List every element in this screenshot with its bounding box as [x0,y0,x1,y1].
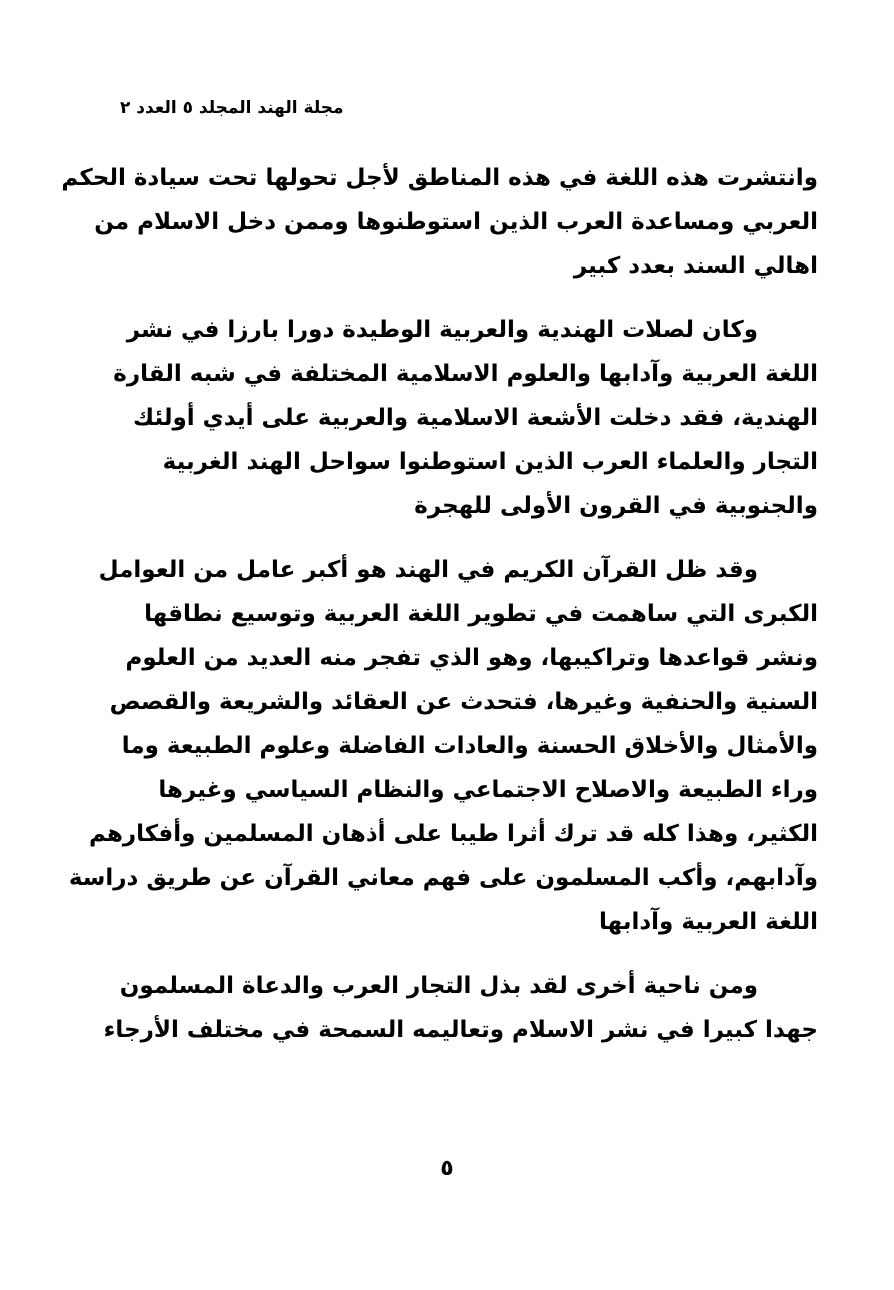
paragraph-3 [68,548,818,944]
text-line: وكان لصلات الهندية والعربية الوطيدة دورا بارزا في نشر [126,317,758,343]
text-line: جهدا كبيرا في نشر الاسلام وتعاليمه السمحة في مختلف الأرجاء [103,1017,818,1043]
text-line: السنية والحنفية وغيرها، فتحدث عن العقائد والشريعة والقصص [109,689,818,715]
page-number: ٥ [440,1156,454,1181]
paragraph-1 [61,156,818,288]
text-line: اللغة العربية وآدابها [599,909,818,935]
text-line: وراء الطبيعة والاصلاح الاجتماعي والنظام السياسي وغيرها [158,777,818,803]
text-line: وآدابهم، وأكب المسلمون على فهم معاني القرآن عن طريق دراسة [68,865,818,891]
body-text [61,156,818,1072]
text-line: وقد ظل القرآن الكريم في الهند هو أكبر عامل من العوامل [98,557,758,583]
text-line: الكبرى التي ساهمت في تطوير اللغة العربية وتوسيع نطاقها [144,601,818,627]
text-line: اللغة العربية وآدابها والعلوم الاسلامية المختلفة في شبه القارة [113,361,818,387]
text-line: الكثير، وهذا كله قد ترك أثرا طيبا على أذهان المسلمين وأفكارهم [88,821,818,847]
paragraph-4 [103,964,818,1052]
text-line: والأمثال والأخلاق الحسنة والعادات الفاضلة وعلوم الطبيعة وما [121,733,818,759]
running-header: مجلة الهند المجلد ٥ العدد ٢ [120,98,344,118]
text-line: التجار والعلماء العرب الذين استوطنوا سواحل الهند الغربية [162,449,818,475]
text-line: ومن ناحية أخرى لقد بذل التجار العرب والدعاة المسلمون [119,973,758,999]
text-line: ونشر قواعدها وتراكيبها، وهو الذي تفجر منه العديد من العلوم [125,645,818,671]
text-line: اهالي السند بعدد كبير [573,253,818,279]
text-line: الهندية، فقد دخلت الأشعة الاسلامية والعربية على أيدي أولئك [133,405,818,431]
paragraph-2 [113,308,818,528]
text-line: العربي ومساعدة العرب الذين استوطنوها وممن دخل الاسلام من [94,209,818,235]
text-line: والجنوبية في القرون الأولى للهجرة [414,493,818,519]
text-line: وانتشرت هذه اللغة في هذه المناطق لأجل تحولها تحت سيادة الحكم [61,165,818,191]
